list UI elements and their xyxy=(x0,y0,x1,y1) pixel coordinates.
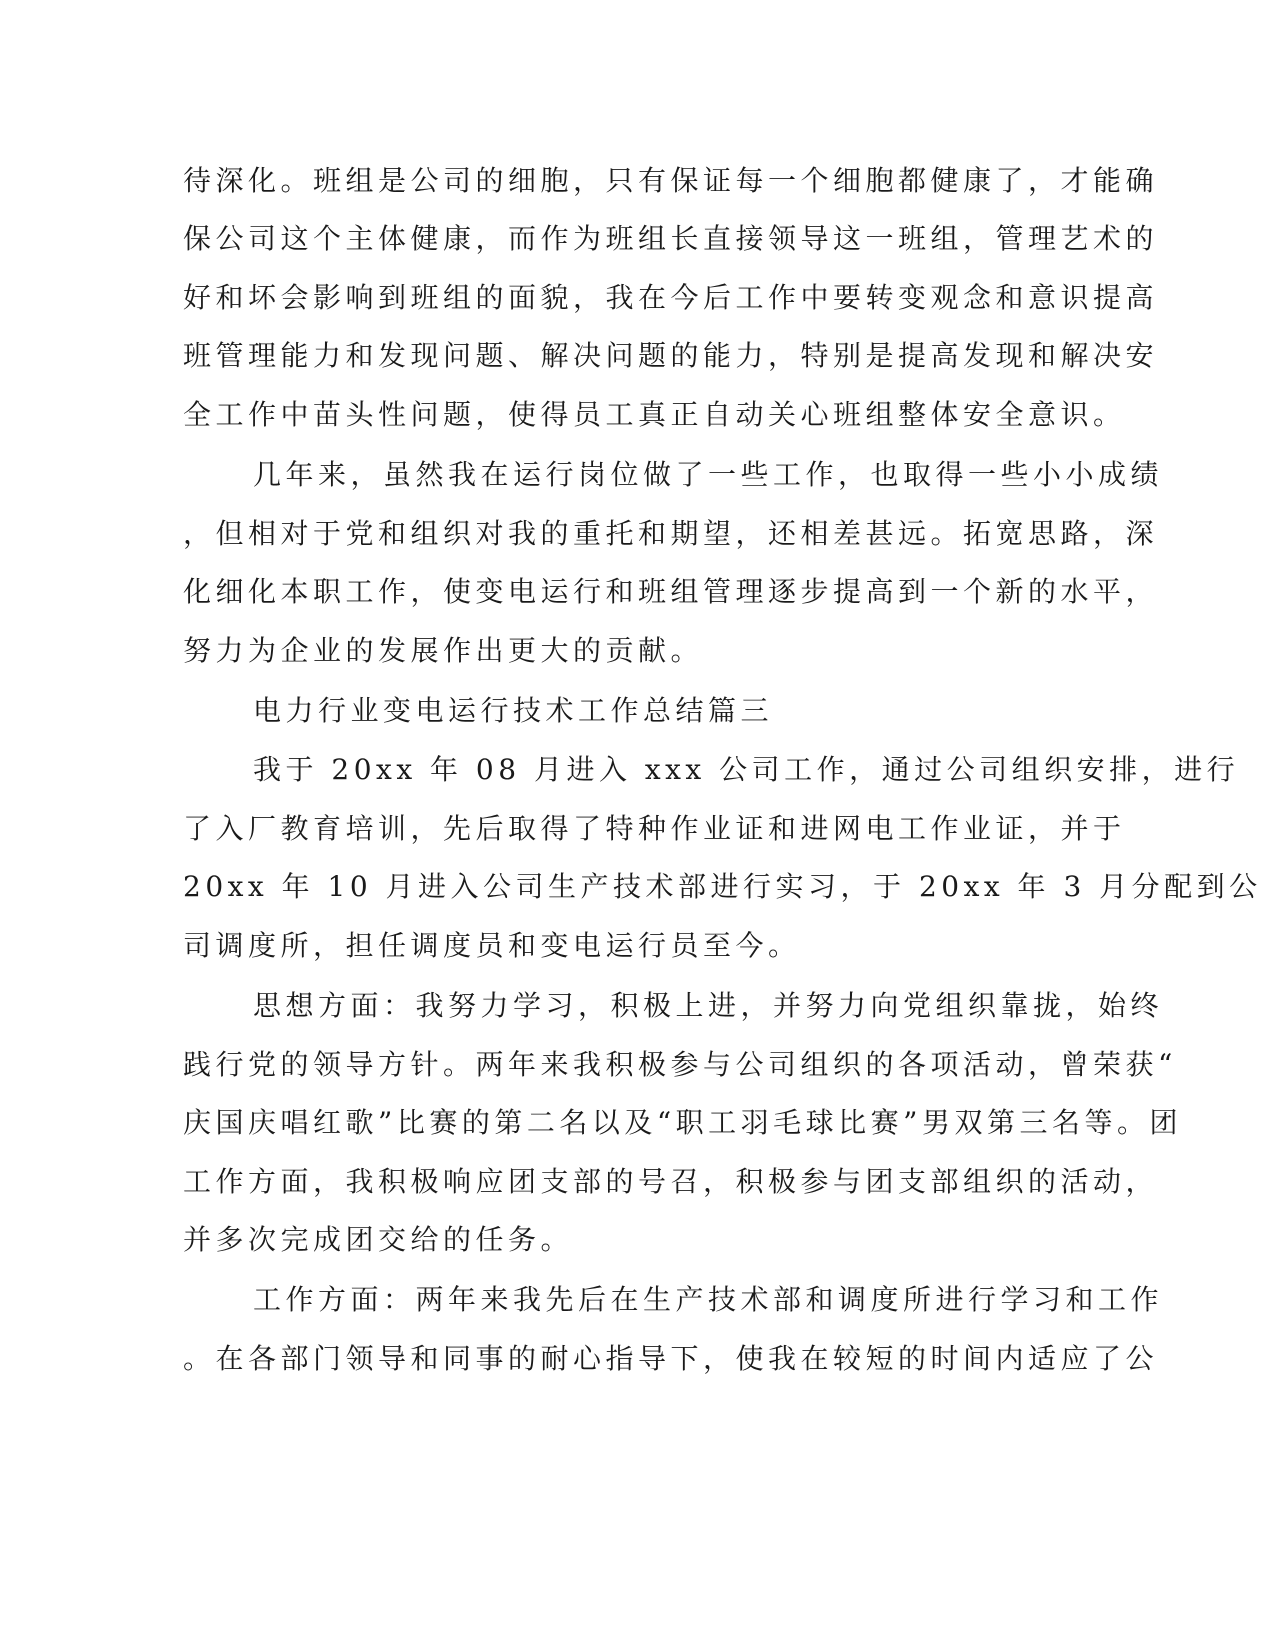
text-line: 工作方面，我积极响应团支部的号召，积极参与团支部组织的活动， xyxy=(183,1165,1159,1198)
paragraph-first-line: 思想方面：我努力学习，积极上进，并努力向党组织靠拢，始终 xyxy=(253,989,1164,1022)
paragraph-first-line: 几年来，虽然我在运行岗位做了一些工作，也取得一些小小成绩 xyxy=(253,458,1164,491)
text-line: 化细化本职工作，使变电运行和班组管理逐步提高到一个新的水平， xyxy=(183,575,1159,608)
paragraph-first-line: 我于 20xx 年 08 月进入 xxx 公司工作，通过公司组织安排，进行 xyxy=(253,753,1240,786)
text-line: 保公司这个主体健康，而作为班组长直接领导这一班组，管理艺术的 xyxy=(183,222,1159,255)
text-line: 20xx 年 10 月进入公司生产技术部进行实习，于 20xx 年 3 月分配到公 xyxy=(183,870,1262,903)
text-line: 了入厂教育培训，先后取得了特种作业证和进网电工作业证，并于 xyxy=(183,812,1126,845)
text-line: 司调度所，担任调度员和变电运行员至今。 xyxy=(183,929,801,962)
text-line: 努力为企业的发展作出更大的贡献。 xyxy=(183,634,704,667)
text-line: 待深化。班组是公司的细胞，只有保证每一个细胞都健康了，才能确 xyxy=(183,164,1159,197)
text-line: 并多次完成团交给的任务。 xyxy=(183,1223,574,1256)
text-line: 班管理能力和发现问题、解决问题的能力，特别是提高发现和解决安 xyxy=(183,339,1159,372)
text-line: 践行党的领导方针。两年来我积极参与公司组织的各项活动，曾荣获“ xyxy=(183,1048,1177,1081)
section-heading: 电力行业变电运行技术工作总结篇三 xyxy=(253,694,774,727)
text-line: 。在各部门领导和同事的耐心指导下，使我在较短的时间内适应了公 xyxy=(183,1342,1159,1375)
paragraph-first-line: 工作方面：两年来我先后在生产技术部和调度所进行学习和工作 xyxy=(253,1283,1164,1316)
text-line: 庆国庆唱红歌”比赛的第二名以及“职工羽毛球比赛”男双第三名等。团 xyxy=(183,1106,1182,1139)
text-line: 好和坏会影响到班组的面貌，我在今后工作中要转变观念和意识提高 xyxy=(183,281,1159,314)
text-line: ，但相对于党和组织对我的重托和期望，还相差甚远。拓宽思路，深 xyxy=(183,517,1159,550)
text-line: 全工作中苗头性问题，使得员工真正自动关心班组整体安全意识。 xyxy=(183,398,1126,431)
